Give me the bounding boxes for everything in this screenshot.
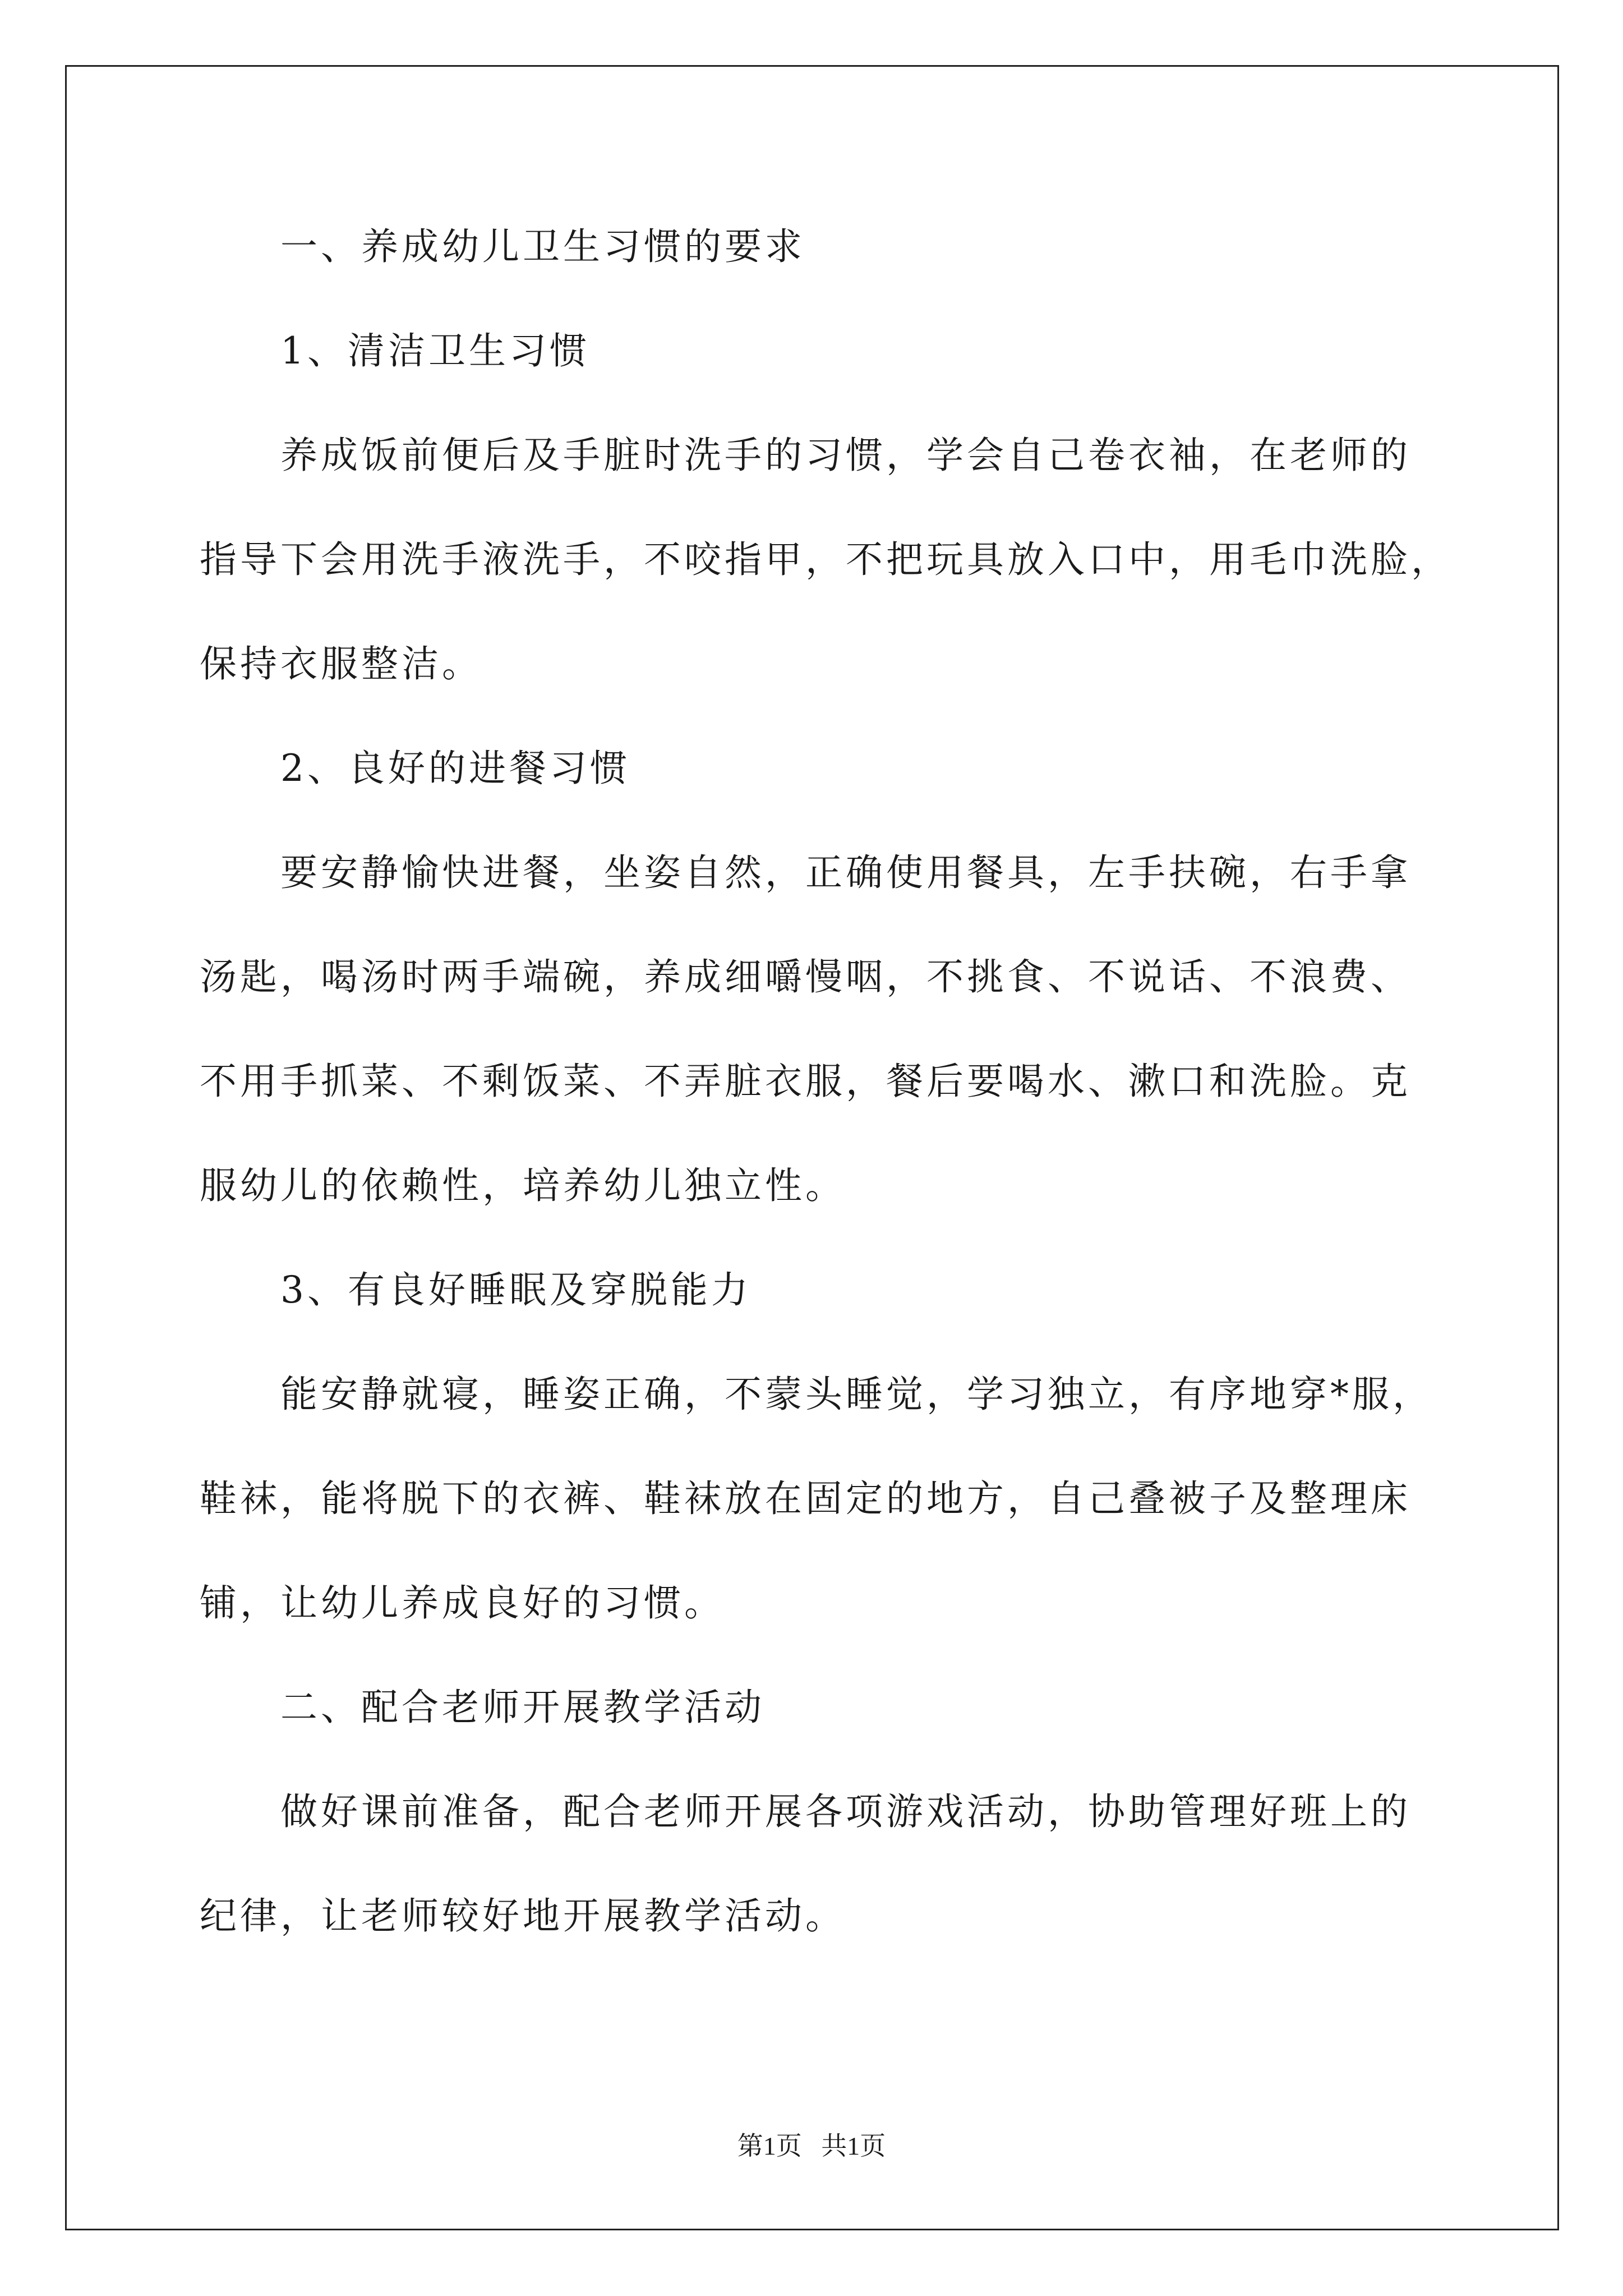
subheading-cleanliness: 1、清洁卫生习惯 (280, 329, 590, 372)
heading-hygiene-requirements: 一、养成幼儿卫生习惯的要求 (280, 225, 805, 268)
paragraph-line: 汤匙，喝汤时两手端碗，养成细嚼慢咽，不挑食、不说话、不浪费、 (200, 955, 1411, 999)
paragraph-line: 做好课前准备，配合老师开展各项游戏活动，协助管理好班上的 (280, 1790, 1411, 1833)
paragraph-line: 不用手抓菜、不剩饭菜、不弄脏衣服，餐后要喝水、漱口和洗脸。克 (200, 1060, 1411, 1103)
heading-teaching-activities: 二、配合老师开展教学活动 (280, 1686, 765, 1729)
paragraph-line: 指导下会用洗手液洗手，不咬指甲，不把玩具放入口中，用毛巾洗脸， (200, 538, 1451, 581)
paragraph-line: 铺，让幼儿养成良好的习惯。 (200, 1581, 725, 1625)
paragraph-line: 鞋袜，能将脱下的衣裤、鞋袜放在固定的地方，自己叠被子及整理床 (200, 1477, 1411, 1520)
subheading-dining: 2、良好的进餐习惯 (280, 747, 630, 790)
paragraph-line: 保持衣服整洁。 (200, 642, 482, 685)
page-number-footer: 第1页 共1页 (737, 2132, 886, 2160)
paragraph-line: 要安静愉快进餐，坐姿自然，正确使用餐具，左手扶碗，右手拿 (280, 851, 1411, 894)
paragraph-line: 纪律，让老师较好地开展教学活动。 (200, 1894, 846, 1938)
document-body (200, 220, 1450, 1943)
subheading-sleep-dressing: 3、有良好睡眠及穿脱能力 (280, 1268, 751, 1312)
paragraph-line: 能安静就寝，睡姿正确，不蒙头睡觉，学习独立，有序地穿*服， (280, 1373, 1433, 1416)
paragraph-line: 服幼儿的依赖性，培养幼儿独立性。 (200, 1164, 846, 1207)
paragraph-line: 养成饭前便后及手脏时洗手的习惯，学会自己卷衣袖，在老师的 (280, 434, 1411, 477)
